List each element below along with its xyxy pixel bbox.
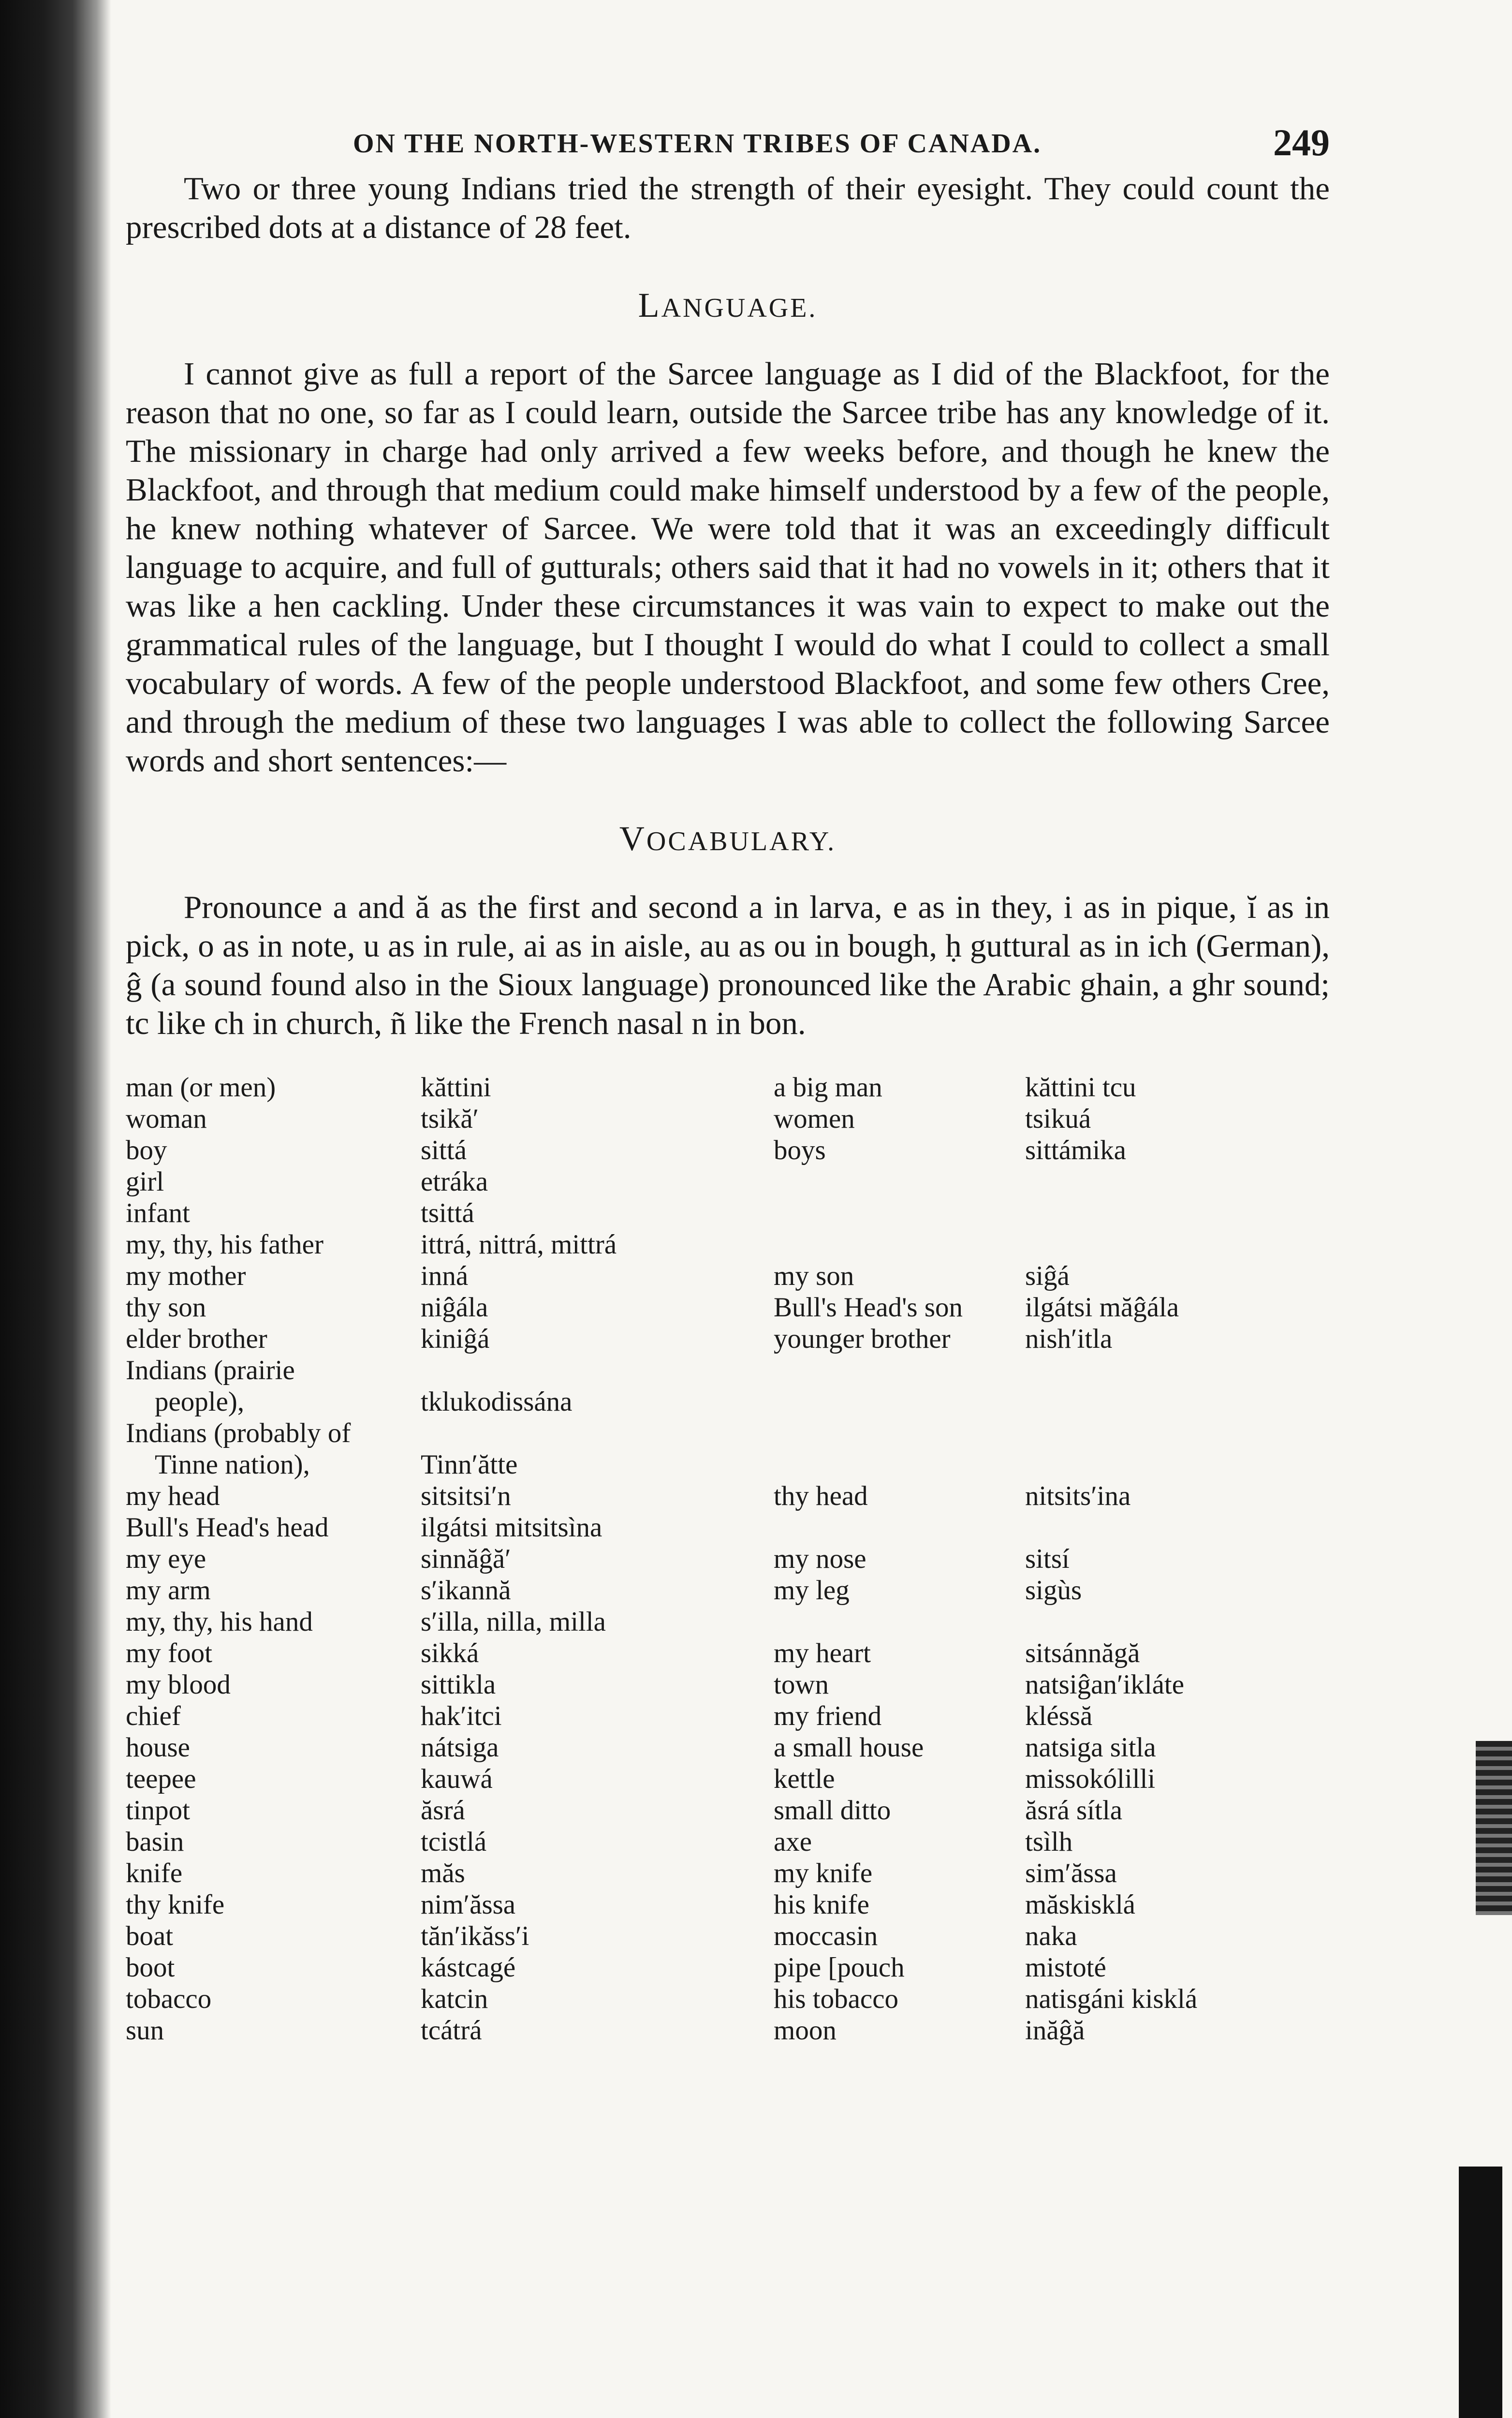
- english-term-2: women: [774, 1104, 855, 1134]
- english-term-2: his knife: [774, 1889, 869, 1920]
- sarcee-term: ittrá, nittrá, mittrá: [421, 1229, 617, 1260]
- vocab-row: [126, 1135, 1330, 1166]
- english-term-2: Bull's Head's son: [774, 1292, 963, 1323]
- book-binding-shadow: [0, 0, 111, 2418]
- english-term-2: a big man: [774, 1072, 882, 1103]
- vocab-row: [126, 1575, 1330, 1606]
- vocab-row: [126, 1512, 1330, 1543]
- sarcee-term: măs: [421, 1858, 465, 1888]
- sarcee-term-2: ilgátsi măĝála: [1025, 1292, 1179, 1323]
- vocab-row: [126, 1480, 1330, 1512]
- english-term: my head: [126, 1481, 220, 1511]
- sarcee-term-2: sim′ăssa: [1025, 1858, 1117, 1888]
- english-term: elder brother: [126, 1324, 267, 1354]
- vocab-row: [126, 1355, 1330, 1386]
- sarcee-term: kástcagé: [421, 1952, 516, 1983]
- sarcee-term-2: tsikuá: [1025, 1104, 1091, 1134]
- english-term: knife: [126, 1858, 183, 1888]
- vocab-row: [126, 1386, 1330, 1417]
- sarcee-term: ăsrá: [421, 1795, 465, 1826]
- english-term: tobacco: [126, 1984, 212, 2014]
- sarcee-term: sinnăĝă′: [421, 1544, 511, 1574]
- english-term: my eye: [126, 1544, 206, 1574]
- english-term-2: kettle: [774, 1764, 835, 1794]
- sarcee-term: tsittá: [421, 1198, 474, 1228]
- language-paragraph: I cannot give as full a report of the Sarcee language as I did of the Blackfoot, for the reason that no one, so far as I could learn, outside the Sarcee tribe has any knowledge of it. The missionary in charge had only arrived a few weeks before, and though he knew the Blackfoot, and through that medium could make himself understood by a few of the people, he knew nothing whatever of Sarcee. We were told that it was an exceedingly difficult language to acquire, and full of gutturals; others said that it had no vowels in it; others that it was like a hen cackling. Under these circumstances it was vain to expect to make out the grammatical rules of the language, but I thought I would do what I could to collect a small vocabulary of words. A few of the people understood Blackfoot, and some few others Cree, and through the medium of these two languages I was able to collect the following Sarcee words and short sentences:—: [126, 356, 1330, 779]
- sarcee-term-2: sittámika: [1025, 1135, 1126, 1165]
- english-term-2: small ditto: [774, 1795, 891, 1826]
- language-heading-rest: ANGUAGE.: [661, 293, 818, 323]
- english-term-2: my heart: [774, 1638, 871, 1668]
- sarcee-term: kăttini: [421, 1072, 491, 1103]
- english-term-2: moon: [774, 2015, 837, 2046]
- pronunciation-note: Pronounce a and ă as the first and second a in larva, e as in they, i as in pique, ĭ as in pick, o as in note, u as in rule, ai as in aisle, au as ou in bough, ḥ guttural as in ich (German), ĝ (a sound found also in the Sioux language) pronounced like the Arabic ghain, a ghr sound; tc like ch in church, ñ like the French nasal n in bon.: [126, 889, 1330, 1041]
- sarcee-term: tsikă′: [421, 1104, 479, 1134]
- english-term: boot: [126, 1952, 175, 1983]
- vocabulary-heading: [126, 819, 1330, 859]
- sarcee-term: kauwá: [421, 1764, 493, 1794]
- english-term-2: a small house: [774, 1732, 924, 1763]
- english-term: my, thy, his father: [126, 1229, 323, 1260]
- vocab-row: [126, 1229, 1330, 1260]
- sarcee-term: etráka: [421, 1166, 488, 1197]
- sarcee-term: s′ikannă: [421, 1575, 511, 1606]
- sarcee-term: nátsiga: [421, 1732, 499, 1763]
- english-term: thy knife: [126, 1889, 225, 1920]
- english-term: basin: [126, 1827, 184, 1857]
- sarcee-term: hak′itci: [421, 1701, 502, 1731]
- english-term: my blood: [126, 1669, 231, 1700]
- english-term: Indians (prairie: [126, 1355, 295, 1386]
- sarcee-term: sittá: [421, 1135, 467, 1165]
- english-term-2: my friend: [774, 1701, 882, 1731]
- english-term: infant: [126, 1198, 190, 1228]
- english-term-2: his tobacco: [774, 1984, 899, 2014]
- english-term-2: my nose: [774, 1544, 866, 1574]
- sarcee-term: kiniĝá: [421, 1324, 490, 1354]
- sarcee-term: tcátrá: [421, 2015, 482, 2046]
- vocab-row: [126, 1732, 1330, 1763]
- sarcee-term-2: nish′itla: [1025, 1324, 1113, 1354]
- vocabulary-heading-rest: OCABULARY.: [646, 826, 837, 856]
- vocab-row: [126, 1197, 1330, 1229]
- page-edge-shadow: [1459, 2167, 1502, 2418]
- english-term-2: thy head: [774, 1481, 868, 1511]
- english-term: sun: [126, 2015, 164, 2046]
- sarcee-term-2: kăttini tcu: [1025, 1072, 1136, 1103]
- sarcee-term-2: natisgáni kisklá: [1025, 1984, 1198, 2014]
- english-term: boat: [126, 1921, 174, 1951]
- sarcee-term: sittikla: [421, 1669, 496, 1700]
- language-heading-cap: L: [638, 286, 661, 324]
- english-term: Indians (probably of: [126, 1418, 351, 1448]
- vocab-row: [126, 1323, 1330, 1355]
- language-heading: [126, 285, 1330, 325]
- vocab-row: [126, 1543, 1330, 1575]
- page-number: 249: [1273, 121, 1330, 163]
- sarcee-term-2: sitsánnăgă: [1025, 1638, 1140, 1668]
- sarcee-term-2: sigùs: [1025, 1575, 1082, 1606]
- sarcee-term: inná: [421, 1261, 469, 1291]
- english-term-2: town: [774, 1669, 829, 1700]
- sarcee-term-2: sitsí: [1025, 1544, 1070, 1574]
- sarcee-term-2: inăĝă: [1025, 2015, 1085, 2046]
- sarcee-term-2: kléssă: [1025, 1701, 1093, 1731]
- english-term: thy son: [126, 1292, 206, 1323]
- vocab-row: [126, 1103, 1330, 1135]
- vocab-row: [126, 1449, 1330, 1480]
- vocab-row: [126, 1669, 1330, 1700]
- sarcee-term: nim′ăssa: [421, 1889, 516, 1920]
- sarcee-term: niĝála: [421, 1292, 488, 1323]
- sarcee-term: Tinn′ătte: [421, 1449, 518, 1480]
- vocabulary-table: [126, 1072, 1330, 2046]
- english-term: my, thy, his hand: [126, 1607, 313, 1637]
- english-term: tinpot: [126, 1795, 191, 1826]
- english-term: house: [126, 1732, 190, 1763]
- vocab-row: [126, 1889, 1330, 1920]
- sarcee-term: sikká: [421, 1638, 479, 1668]
- english-term: my mother: [126, 1261, 246, 1291]
- sarcee-term-2: naka: [1025, 1921, 1077, 1951]
- vocab-row: [126, 1606, 1330, 1637]
- book-page: [126, 111, 1330, 2046]
- english-term-2: pipe [pouch: [774, 1952, 905, 1983]
- sarcee-term-2: mistoté: [1025, 1952, 1106, 1983]
- vocab-row: [126, 1700, 1330, 1732]
- vocab-row: [126, 1920, 1330, 1952]
- sarcee-term: ilgátsi mitsitsìna: [421, 1512, 602, 1543]
- english-term: my arm: [126, 1575, 211, 1606]
- sarcee-term-2: măskisklá: [1025, 1889, 1135, 1920]
- vocab-row: [126, 1952, 1330, 1983]
- english-term-2: my knife: [774, 1858, 873, 1888]
- english-term: boy: [126, 1135, 167, 1165]
- sarcee-term-2: natsiga sitla: [1025, 1732, 1156, 1763]
- vocab-row: [126, 1763, 1330, 1795]
- vocab-row: [126, 1983, 1330, 2015]
- english-term: girl: [126, 1166, 164, 1197]
- sarcee-term-2: tsìlh: [1025, 1827, 1073, 1857]
- english-term: my foot: [126, 1638, 212, 1668]
- english-term: teepee: [126, 1764, 196, 1794]
- sarcee-term-2: natsiĝan′ikláte: [1025, 1669, 1185, 1700]
- vocab-row: [126, 1166, 1330, 1197]
- sarcee-term: tklukodissána: [421, 1386, 573, 1417]
- english-term-2: younger brother: [774, 1324, 951, 1354]
- vocab-row: [126, 1637, 1330, 1669]
- sarcee-term: sitsitsi′n: [421, 1481, 511, 1511]
- english-term-2: my son: [774, 1261, 854, 1291]
- sarcee-term-2: ăsrá sítla: [1025, 1795, 1123, 1826]
- english-term-2: my leg: [774, 1575, 850, 1606]
- english-term: people),: [155, 1386, 245, 1417]
- sarcee-term-2: missokólilli: [1025, 1764, 1156, 1794]
- page-edge-mark: [1476, 1741, 1512, 1915]
- running-title: ON THE NORTH-WESTERN TRIBES OF CANADA.: [353, 129, 1042, 159]
- vocab-row: [126, 1858, 1330, 1889]
- vocab-row: [126, 1292, 1330, 1323]
- english-term: man (or men): [126, 1072, 276, 1103]
- vocabulary-heading-cap: V: [619, 819, 646, 858]
- english-term-2: axe: [774, 1827, 812, 1857]
- english-term: woman: [126, 1104, 207, 1134]
- intro-paragraph: Two or three young Indians tried the strength of their eyesight. They could count the prescribed dots at a distance of 28 feet.: [126, 171, 1330, 245]
- sarcee-term-2: siĝá: [1025, 1261, 1070, 1291]
- page-header: [126, 111, 1330, 169]
- vocab-row: [126, 1072, 1330, 1103]
- sarcee-term: katcin: [421, 1984, 488, 2014]
- english-term: chief: [126, 1701, 181, 1731]
- sarcee-term-2: nitsits′ina: [1025, 1481, 1131, 1511]
- sarcee-term: tcistlá: [421, 1827, 487, 1857]
- vocab-row: [126, 2015, 1330, 2046]
- vocab-row: [126, 1795, 1330, 1826]
- vocab-row: [126, 1417, 1330, 1449]
- sarcee-term: s′illa, nilla, milla: [421, 1607, 606, 1637]
- sarcee-term: tăn′ikăss′i: [421, 1921, 529, 1951]
- english-term: Bull's Head's head: [126, 1512, 329, 1543]
- english-term-2: boys: [774, 1135, 826, 1165]
- vocab-row: [126, 1826, 1330, 1858]
- vocab-row: [126, 1260, 1330, 1292]
- english-term-2: moccasin: [774, 1921, 878, 1951]
- english-term: Tinne nation),: [155, 1449, 310, 1480]
